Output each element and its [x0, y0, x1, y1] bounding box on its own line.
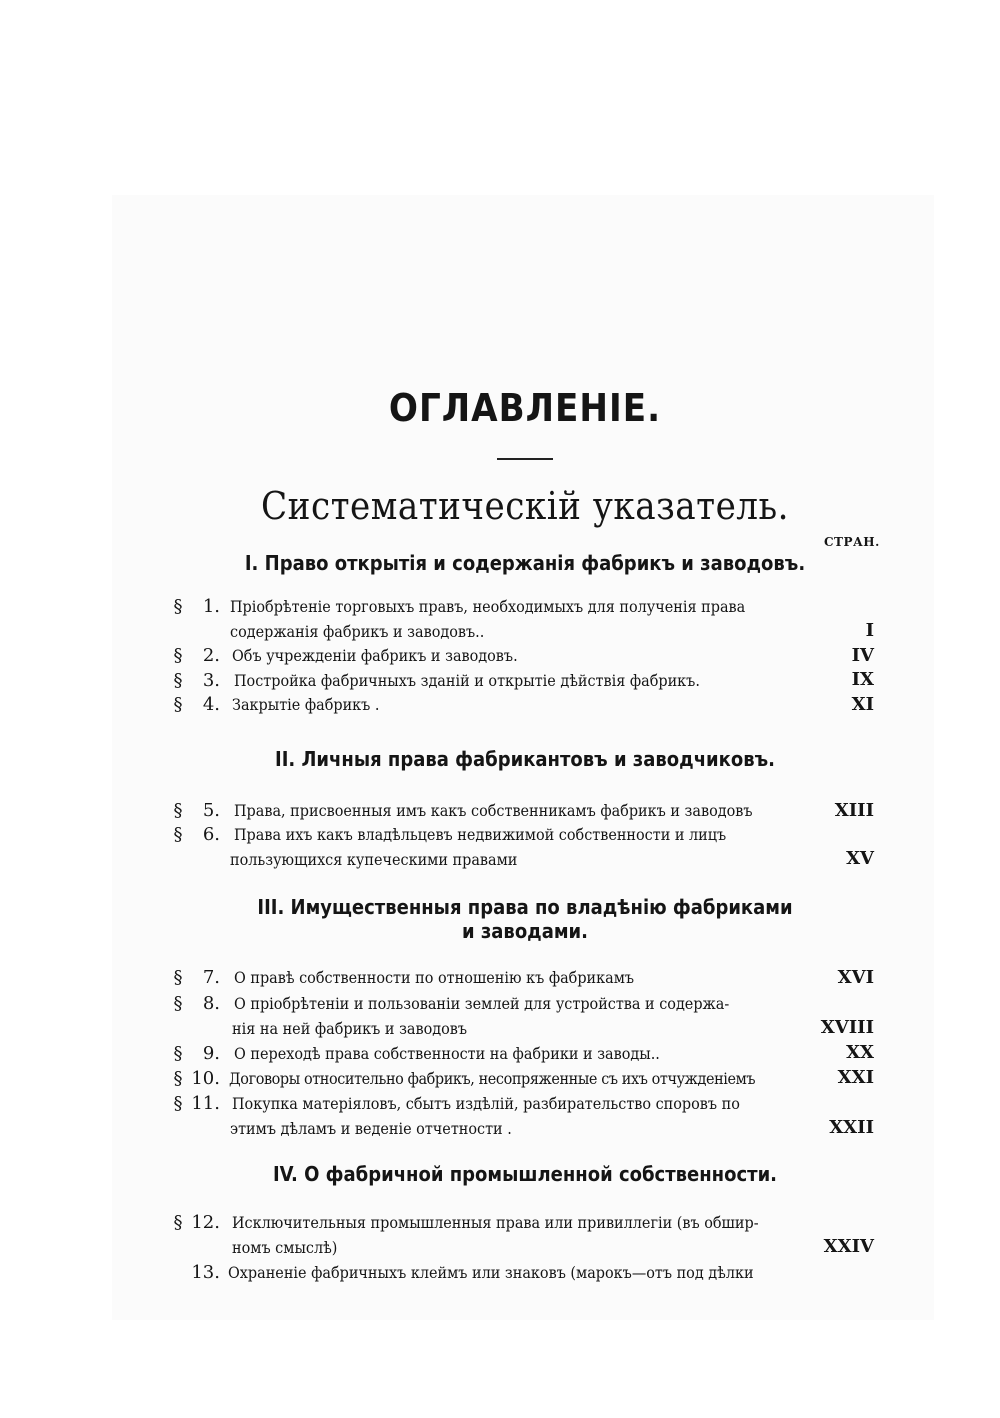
entry-text: Охраненіе фабричныхъ клеймъ или знаковъ (марокъ—отъ под дѣлки [228, 1263, 754, 1282]
entry-page: XXIV [823, 1236, 874, 1257]
section-sign: § [173, 596, 183, 617]
entry-text: содержанія фабрикъ и заводовъ.. [230, 622, 485, 641]
section-heading: II. Личныя права фабрикантовъ и заводчиковъ. [275, 747, 775, 771]
entry-page: XI [851, 694, 874, 715]
page-title: ОГЛАВЛЕНІЕ. [388, 386, 662, 430]
entry-number: 6. [202, 824, 220, 845]
entry-page: XIII [834, 800, 874, 821]
section-sign: § [173, 694, 183, 715]
entry-page: XXII [829, 1117, 874, 1138]
entry-number: 7. [202, 967, 220, 988]
section-sign: § [173, 967, 183, 988]
entry-number: 13. [191, 1262, 220, 1283]
section-sign: § [173, 1212, 183, 1233]
entry-text: Постройка фабричныхъ зданій и открытіе дѣйствія фабрикъ. [234, 671, 700, 690]
entry-number: 8. [202, 993, 220, 1014]
page-column-header: СТРАН. [824, 535, 880, 549]
entry-text: Объ учрежденіи фабрикъ и заводовъ. [232, 646, 518, 665]
entry-page: XVIII [820, 1017, 874, 1038]
entry-text: О правѣ собственности по отношенію къ фабрикамъ [234, 968, 635, 987]
page-subtitle: Систематическій указатель. [261, 484, 789, 528]
entry-number: 1. [202, 596, 220, 617]
entry-text: Права ихъ какъ владѣльцевъ недвижимой собственности и лицъ [234, 825, 727, 844]
entry-page: XV [846, 848, 874, 869]
entry-number: 2. [202, 645, 220, 666]
entry-text: нія на ней фабрикъ и заводовъ [232, 1019, 468, 1038]
entry-text: этимъ дѣламъ и веденіе отчетности . [230, 1119, 512, 1138]
entry-number: 10. [191, 1068, 220, 1089]
section-heading: IV. О фабричной промышленной собственности. [272, 1162, 778, 1186]
entry-page: XXI [837, 1067, 874, 1088]
entry-number: 12. [191, 1212, 220, 1233]
section-sign: § [173, 645, 183, 666]
title-divider [497, 458, 553, 460]
entry-page: XX [846, 1042, 874, 1063]
section-heading-continuation: и заводами. [461, 919, 589, 943]
entry-number: 5. [202, 800, 220, 821]
section-heading: III. Имущественныя права по владѣнію фабриками [257, 895, 793, 919]
entry-number: 3. [202, 670, 220, 691]
entry-page: I [865, 620, 874, 641]
section-sign: § [173, 824, 183, 845]
entry-text: О пріобрѣтеніи и пользованіи землей для устройства и содержа- [234, 994, 730, 1013]
entry-text: Закрытіе фабрикъ . [232, 695, 380, 714]
section-sign: § [173, 670, 183, 691]
entry-text: Права, присвоенныя имъ какъ собственникамъ фабрикъ и заводовъ [234, 801, 753, 820]
section-sign: § [173, 800, 183, 821]
entry-text: Договоры относительно фабрикъ, несопряженные съ ихъ отчужденіемъ [229, 1069, 756, 1088]
section-sign: § [173, 1068, 183, 1089]
entry-text: Покупка матеріяловъ, сбытъ издѣлій, разбирательство споровъ по [232, 1094, 740, 1113]
section-sign: § [173, 1093, 183, 1114]
entry-text: О переходѣ права собственности на фабрики и заводы.. [234, 1044, 660, 1063]
section-sign: § [173, 993, 183, 1014]
entry-page: IX [851, 669, 874, 690]
entry-text: Исключительныя промышленныя права или привиллегіи (въ обшир- [232, 1213, 759, 1232]
entry-number: 11. [191, 1093, 220, 1114]
entry-number: 4. [202, 694, 220, 715]
entry-number: 9. [202, 1043, 220, 1064]
entry-page: XVI [837, 967, 874, 988]
entry-text: Пріобрѣтеніе торговыхъ правъ, необходимыхъ для полученія права [230, 597, 746, 616]
entry-page: IV [851, 645, 874, 666]
entry-text: пользующихся купеческими правами [230, 850, 518, 869]
entry-text: номъ смыслѣ) [232, 1238, 338, 1257]
section-heading: I. Право открытія и содержанія фабрикъ и заводовъ. [244, 551, 806, 575]
section-sign: § [173, 1043, 183, 1064]
